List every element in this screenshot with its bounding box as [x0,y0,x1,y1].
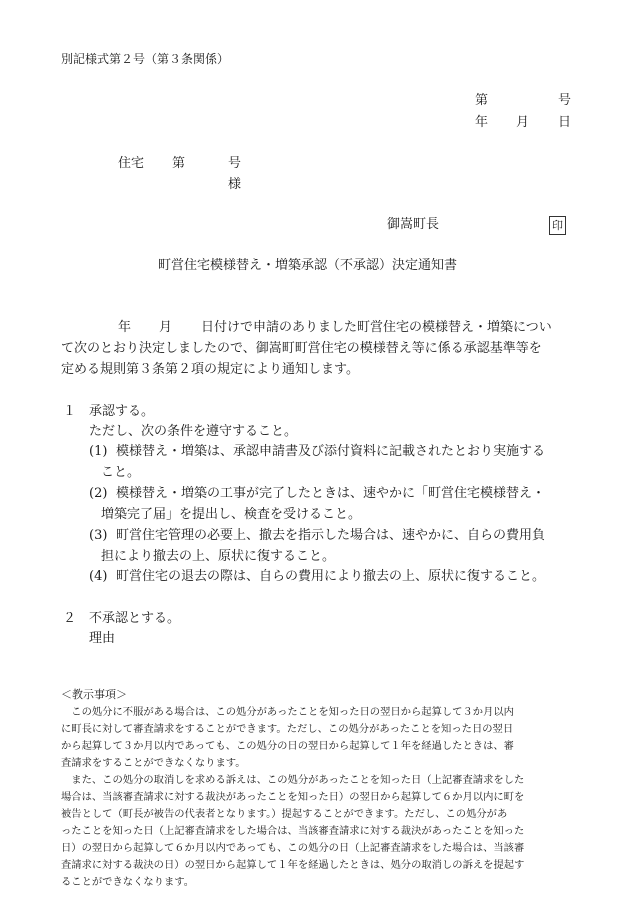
notice-line: 被告として（町長が被告の代表者となります。）提起することができます。ただし、この処分があ [61,808,508,820]
form-number: 別記様式第２号（第３条関係） [61,52,230,66]
addressee-go: 号 [228,156,242,171]
condition-2-line-2: 増築完了届」を提出し、検査を受けること。 [101,507,362,522]
condition-3-number: (3) [89,528,108,543]
doc-number-suffix: 号 [558,93,572,108]
notice-heading: ＜教示事項＞ [61,688,127,701]
date-month: 月 [516,115,530,130]
doc-number-prefix: 第 [475,93,489,108]
addressee-sama: 様 [228,177,242,192]
notice-line: に町長に対して審査請求をすることができます。ただし、この処分があったことを知った日の翌日 [61,723,514,735]
condition-4-number: (4) [89,569,108,584]
notice-line: 日）の翌日から起算して６か月以内であっても、この処分の日（上記審査請求をした場合は、当該審 [61,842,525,854]
condition-1-line-2: こと。 [101,465,141,480]
condition-3-line-1: 町営住宅管理の必要上、撤去を指示した場合は、速やかに、自らの費用負 [116,528,546,543]
notice-line: 査請求に対する裁決の日）の翌日から起算して１年を経過したときは、処分の取消しの訴えを提起す [61,859,525,871]
sender-name: 御嵩町長 [387,217,440,232]
notice-line: ることができなくなります。 [61,876,195,888]
notice-line: 場合は、当該審査請求に対する裁決があったことを知った日）の翌日から起算して６か月以内に町を [61,791,525,803]
section-2-heading: 不承認とする。 [89,611,181,626]
notice-line: ったことを知った日（上記審査請求をした場合は、当該審査請求に対する裁決があったことを知った [61,825,525,837]
notice-line: この処分に不服がある場合は、この処分があったことを知った日の翌日から起算して３か月以内 [61,706,514,718]
body-month: 月 [159,320,173,335]
section-1-number: １ [63,404,77,419]
body-line-2: て次のとおり決定しましたので、御嵩町町営住宅の模様替え等に係る承認基準等を [61,341,542,356]
section-1-heading: 承認する。 [89,404,155,419]
body-line-1: 日付けで申請のありました町営住宅の模様替え・増築につい [201,320,552,335]
notice-line: また、この処分の取消しを求める訴えは、この処分があったことを知った日（上記審査請求をした [61,774,525,786]
addressee-dai: 第 [172,156,186,171]
addressee-jutaku: 住宅 [118,156,145,171]
condition-4-line-1: 町営住宅の退去の際は、自らの費用により撤去の上、原状に復すること。 [116,569,546,584]
condition-3-line-2: 担により撤去の上、原状に復すること。 [101,549,336,564]
condition-2-number: (2) [89,486,108,501]
notice-line: 査請求をすることができなくなります。 [61,757,246,769]
date-day: 日 [558,115,572,130]
date-year: 年 [475,115,489,130]
section-2-reason-label: 理由 [89,631,116,646]
condition-1-number: (1) [89,444,108,459]
body-line-3: 定める規則第３条第２項の規定により通知します。 [61,362,359,377]
condition-1-line-1: 模様替え・増築は、承認申請書及び添付資料に記載されたとおり実施する [116,444,546,459]
condition-2-line-1: 模様替え・増築の工事が完了したときは、速やかに「町営住宅模様替え・ [116,486,546,501]
seal-stamp: 印 [549,216,566,235]
body-year: 年 [118,320,132,335]
section-1-proviso: ただし、次の条件を遵守すること。 [89,424,298,439]
section-2-number: ２ [63,611,77,626]
notice-line: から起算して３か月以内であっても、この処分の日の翌日から起算して１年を経過したときは、審 [61,740,514,752]
document-title: 町営住宅模様替え・増築承認（不承認）決定通知書 [158,258,458,273]
